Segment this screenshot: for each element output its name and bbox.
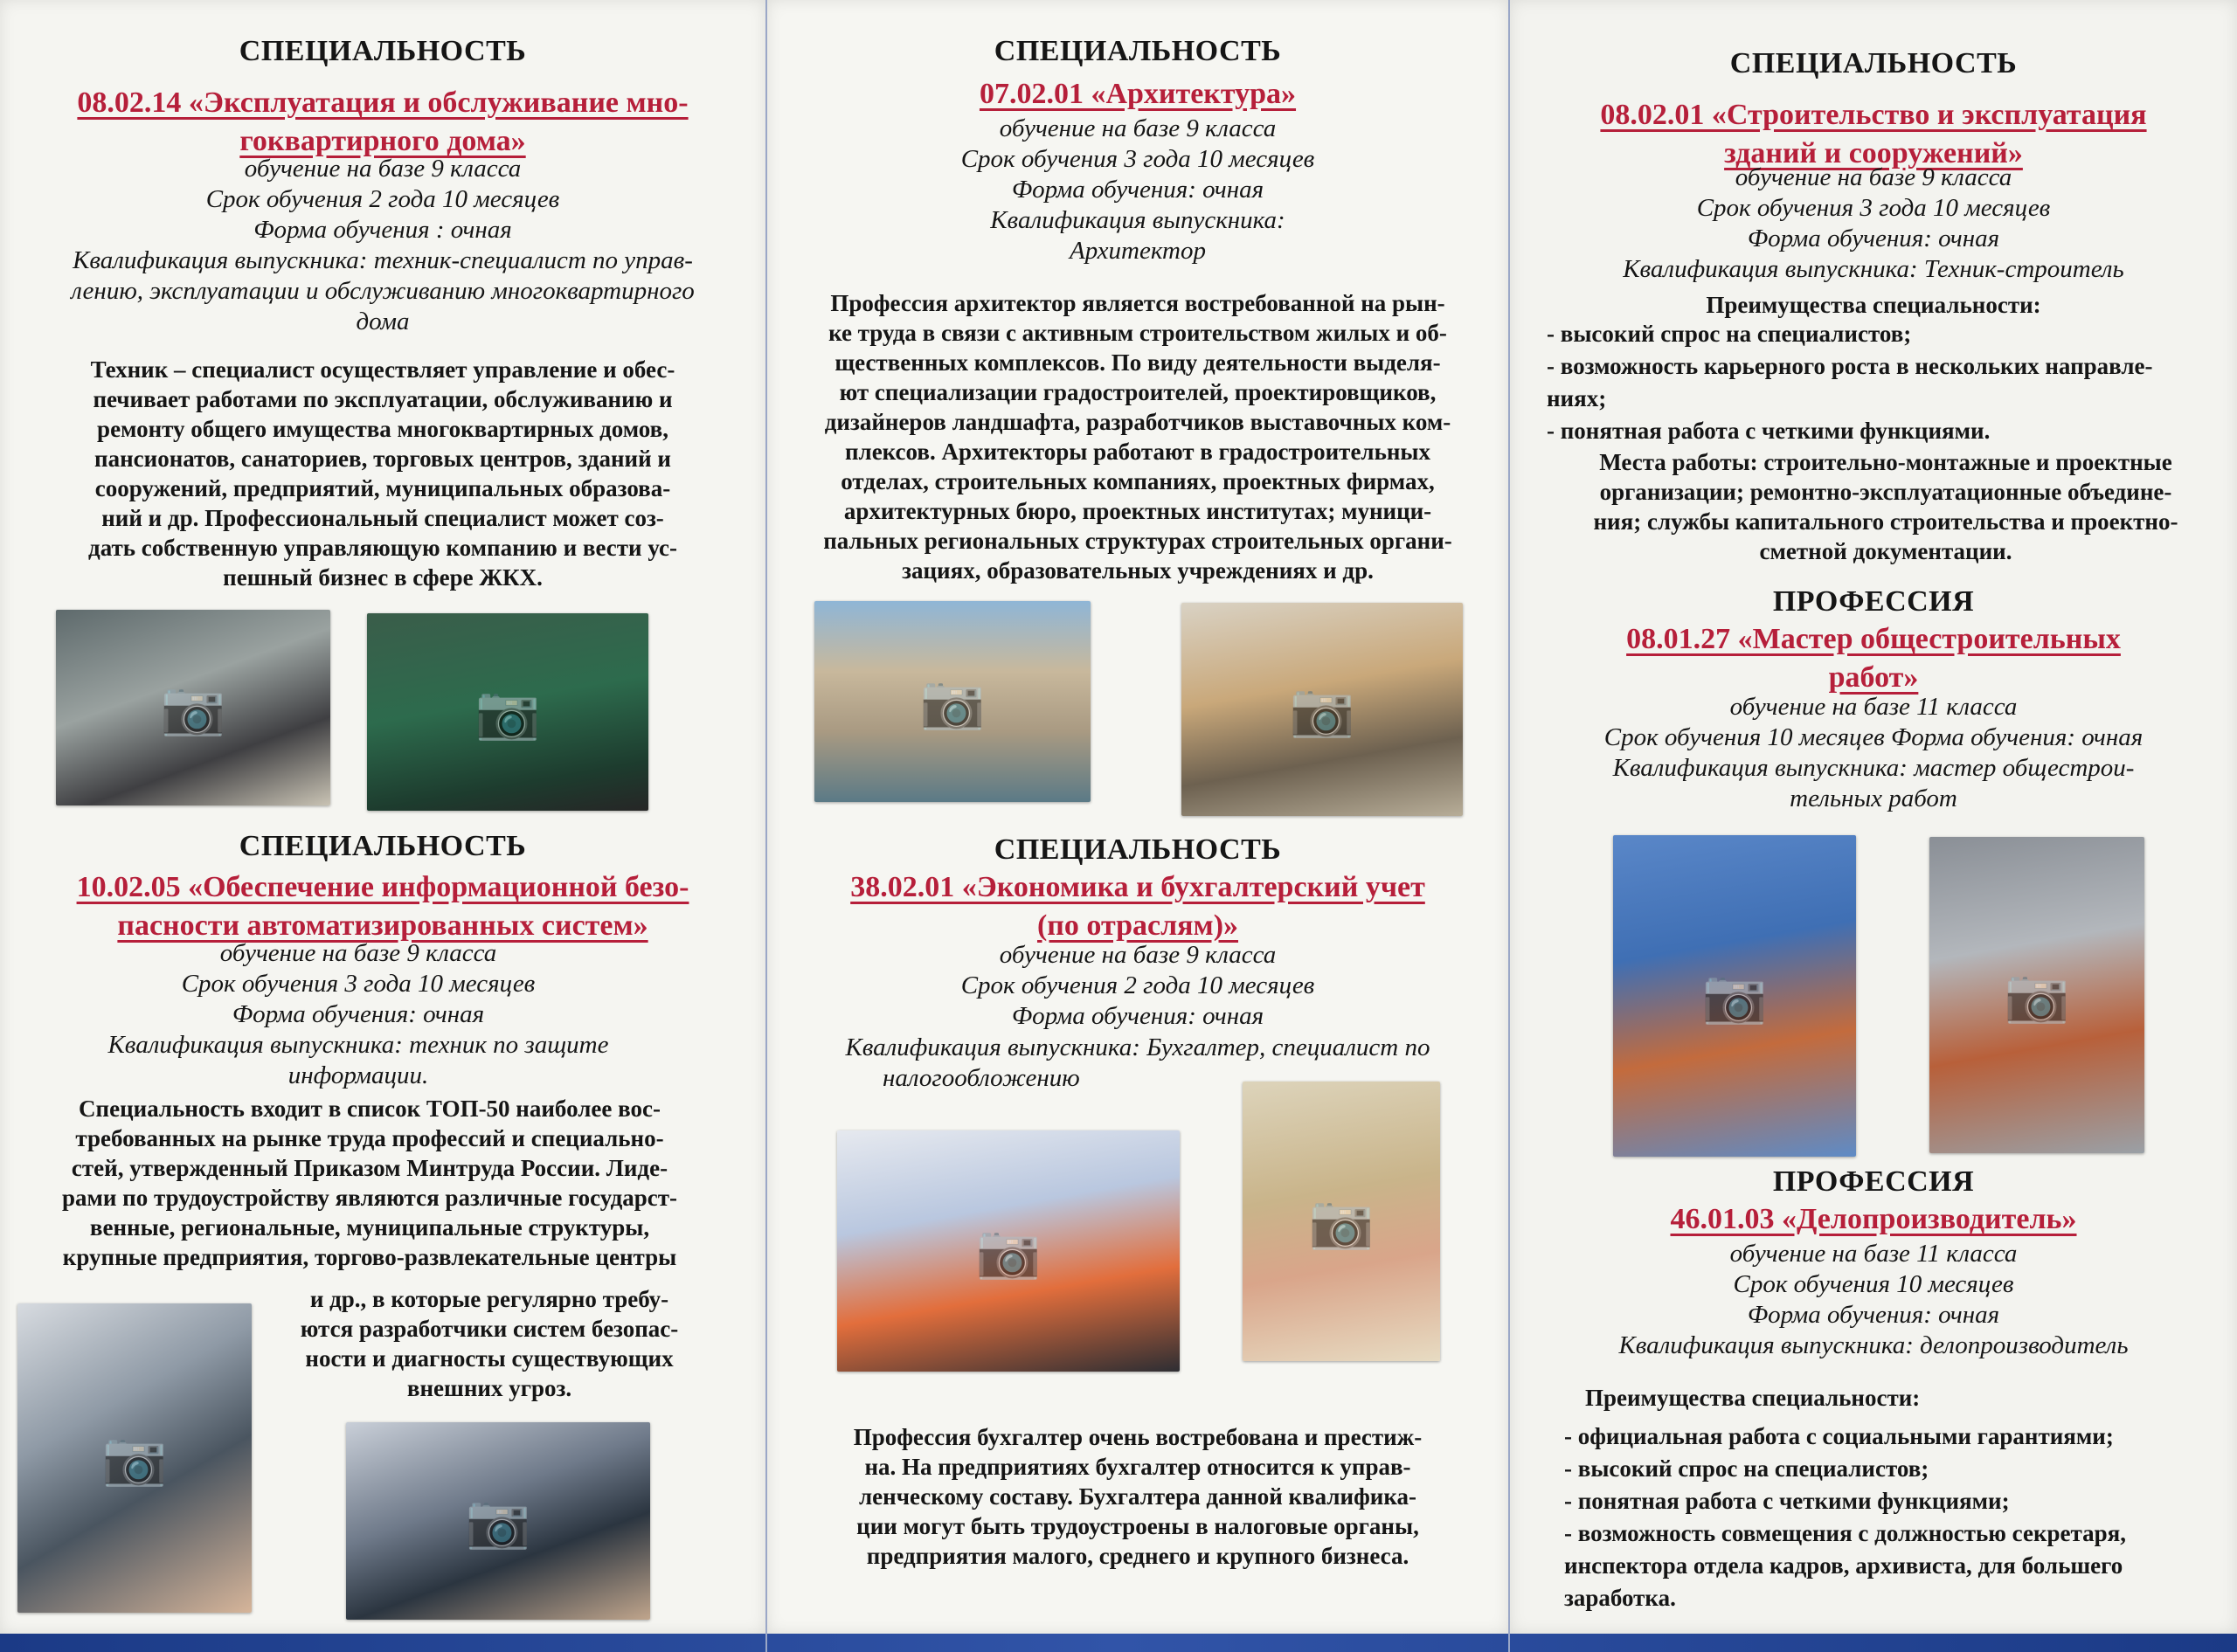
list-item: - понятная работа с четкими функциями;	[1564, 1488, 2010, 1514]
list-item: - возможность совмещения с должностью секретаря,	[1564, 1520, 2126, 1546]
description-line: на. На предприятиях бухгалтер относится к управ-	[864, 1454, 1411, 1480]
study-base: обучение на базе 11 класса	[1729, 693, 2018, 721]
study-form: Форма обучения: очная	[1011, 1002, 1264, 1030]
study-form: Форма обучения: очная	[232, 1000, 485, 1028]
description-line: Профессия бухгалтер очень востребована и престиж-	[853, 1424, 1423, 1450]
qualification-line: Квалификация выпускника: мастер общестрои-	[1612, 754, 2135, 782]
qualification-line: Квалификация выпускника: техник по защите	[107, 1031, 609, 1059]
study-info	[1510, 692, 2237, 814]
description-line: зациях, образовательных учреждениях и др.	[902, 557, 1374, 584]
list-item: - высокий спрос на специалистов;	[1547, 321, 1912, 347]
list-item: - возможность карьерного роста в нескольких направле-	[1547, 353, 2153, 379]
work-line: сметной документации.	[1759, 538, 2012, 564]
profession-title	[1510, 620, 2237, 697]
specialty-title	[1510, 96, 2237, 173]
study-info	[0, 938, 717, 1091]
study-form: Форма обучения: очная	[1747, 225, 2000, 252]
qualification-line: Квалификация выпускника: Техник-строитель	[1623, 255, 2124, 283]
description-line: ленческому составу. Бухгалтера данной квалифика-	[859, 1483, 1416, 1510]
work-places	[1545, 447, 2227, 566]
photo-computer-class	[17, 1303, 252, 1613]
description	[776, 288, 1499, 585]
list-item: заработка.	[1564, 1585, 1676, 1611]
description-line: Профессия архитектор является востребованной на рын-	[830, 290, 1445, 316]
specialty-title	[0, 84, 765, 161]
section-header: СПЕЦИАЛЬНОСТЬ	[1729, 47, 2018, 79]
specialty-title-line: 38.02.01 «Экономика и бухгалтерский учет	[850, 871, 1425, 903]
camera-icon: 📷	[1308, 1191, 1375, 1253]
profession-title: 46.01.03 «Делопроизводитель»	[1670, 1203, 2077, 1235]
study-base: обучение на базе 11 класса	[1729, 1240, 2018, 1268]
specialty-title-line: 10.02.05 «Обеспечение информационной безо-	[76, 871, 689, 903]
study-info	[767, 114, 1508, 266]
description-line: предприятия малого, среднего и крупного бизнеса.	[866, 1543, 1409, 1569]
photo-computer-lab	[346, 1422, 650, 1620]
description-line: пансионатов, санаториев, торговых центров, зданий и	[94, 446, 671, 472]
study-base: обучение на базе 9 класса	[999, 114, 1277, 142]
description-line: ют специализации градостроителей, проектировщиков,	[839, 379, 1437, 405]
camera-icon: 📷	[101, 1427, 168, 1490]
study-form: Форма обучения : очная	[253, 216, 512, 244]
description-line: крупные предприятия, торгово-развлекательные центры	[62, 1244, 677, 1270]
study-duration: Срок обучения 10 месяцев	[1733, 1270, 2014, 1298]
qualification-line: Архитектор	[1070, 237, 1206, 265]
description-line: Специальность входит в список ТОП-50 наиболее вос-	[79, 1096, 661, 1122]
qualification-line: лению, эксплуатации и обслуживанию многоквартирного	[71, 277, 695, 305]
photo-architecture-fountain	[814, 601, 1091, 802]
specialty-title-line: работ»	[1828, 661, 1919, 694]
description-line: дизайнеров ландшафта, разработчиков выставочных ком-	[824, 409, 1451, 435]
study-base: обучение на базе 9 класса	[999, 941, 1277, 969]
specialty-title-line: гоквартирного дома»	[239, 125, 526, 157]
study-base: обучение на базе 9 класса	[219, 939, 497, 967]
section-header: СПЕЦИАЛЬНОСТЬ	[239, 35, 527, 67]
camera-icon: 📷	[919, 671, 986, 733]
specialty-title-line: 08.02.01 «Строительство и эксплуатация	[1600, 99, 2147, 131]
description-line: печивает работами по эксплуатации, обслуживанию и	[93, 386, 673, 412]
study-info	[1510, 1239, 2237, 1361]
description	[26, 355, 739, 592]
camera-icon: 📷	[160, 677, 226, 739]
qualification-line: Квалификация выпускника: делопроизводитель	[1618, 1331, 2129, 1359]
qualification-line: Квалификация выпускника: Бухгалтер, специалист по	[845, 1033, 1430, 1061]
camera-icon: 📷	[474, 681, 541, 743]
panel-right	[1510, 0, 2237, 1634]
list-item: инспектора отдела кадров, архивиста, для большего	[1564, 1552, 2123, 1579]
specialty-title-line: 08.02.14 «Эксплуатация и обслуживание мно-	[77, 86, 689, 119]
study-form: Форма обучения: очная	[1747, 1301, 2000, 1329]
specialty-title-line: пасности автоматизированных систем»	[117, 909, 648, 942]
description-line: плексов. Архитекторы работают в градостроительных	[844, 439, 1430, 465]
qualification-line: Квалификация выпускника: техник-специалист по управ-	[73, 246, 693, 274]
description-line: щественных комплексов. По виду деятельности выделя-	[835, 349, 1441, 376]
study-duration: Срок обучения 2 года 10 месяцев	[205, 185, 560, 213]
specialty-title-line: 08.01.27 «Мастер общестроительных	[1626, 623, 2121, 655]
specialty-title	[767, 868, 1508, 945]
description-line: стей, утвержденный Приказом Минтруда России. Лиде-	[71, 1155, 668, 1181]
study-info	[1510, 162, 2237, 285]
panel-middle	[767, 0, 1508, 1634]
section-header: ПРОФЕССИЯ	[1772, 1165, 1975, 1198]
specialty-title	[0, 868, 765, 945]
description-line: отделах, строительных компаниях, проектных фирмах,	[841, 468, 1435, 494]
qualification-line: Квалификация выпускника:	[990, 206, 1285, 234]
photo-student-board	[367, 613, 648, 811]
work-line: ния; службы капитального строительства и проектно-	[1593, 508, 2178, 535]
study-info	[767, 940, 1508, 1032]
description-line: требованных на рынке труда профессий и специально-	[75, 1125, 664, 1151]
advantages-list	[1564, 1420, 2234, 1614]
advantages-title: Преимущества специальности:	[1585, 1385, 1921, 1411]
photo-bricklaying-1	[1613, 835, 1856, 1157]
study-base: обучение на базе 9 класса	[244, 155, 522, 183]
list-item: - понятная работа с четкими функциями.	[1547, 418, 1991, 444]
photo-students-lab	[56, 610, 330, 805]
section-header: СПЕЦИАЛЬНОСТЬ	[994, 833, 1282, 866]
specialty-title-line: (по отраслям)»	[1036, 909, 1239, 942]
qualification-line: тельных работ	[1790, 785, 1957, 812]
description-line: архитектурных бюро, проектных институтах; муници-	[843, 498, 1432, 524]
qualification-line: налогообложению	[883, 1064, 1080, 1092]
study-form: Форма обучения: очная	[1011, 176, 1264, 204]
specialty-title-line: зданий и сооружений»	[1724, 137, 2023, 169]
advantages-list	[1547, 318, 2228, 447]
list-item: - официальная работа с социальными гарантиями;	[1564, 1423, 2114, 1449]
specialty-title: 07.02.01 «Архитектура»	[979, 78, 1297, 110]
description-line: ции могут быть трудоустроены в налоговые органы,	[856, 1513, 1419, 1539]
section-header: СПЕЦИАЛЬНОСТЬ	[994, 35, 1282, 67]
photo-accounting-students	[1243, 1082, 1440, 1361]
description-line: сооружений, предприятий, муниципальных образова-	[94, 475, 671, 501]
description-line: и др., в которые регулярно требу-	[309, 1286, 669, 1312]
study-duration: Срок обучения 3 года 10 месяцев	[1696, 194, 2051, 222]
camera-icon: 📷	[975, 1220, 1042, 1282]
study-info	[0, 154, 765, 337]
photo-drawing-class	[1181, 603, 1463, 816]
camera-icon: 📷	[465, 1490, 531, 1552]
study-duration: Срок обучения 3 года 10 месяцев	[181, 970, 536, 998]
camera-icon: 📷	[2004, 964, 2070, 1026]
study-duration-form: Срок обучения 10 месяцев Форма обучения: очная	[1603, 723, 2144, 751]
list-item: ниях;	[1547, 385, 1607, 411]
description-continued	[262, 1284, 717, 1403]
camera-icon: 📷	[1701, 965, 1768, 1027]
description-line: рами по трудоустройству являются различные государст-	[61, 1185, 678, 1211]
description-line: венные, региональные, муниципальные структуры,	[89, 1214, 650, 1241]
advantages-title: Преимущества специальности:	[1706, 292, 2041, 318]
description-line: ний и др. Профессиональный специалист может соз-	[101, 505, 664, 531]
description-line: ремонту общего имущества многоквартирных домов,	[97, 416, 668, 442]
description-line: пальных региональных структурах строительных органи-	[823, 528, 1452, 554]
study-base: обучение на базе 9 класса	[1735, 163, 2012, 191]
description-line: дать собственную управляющую компанию и вести ус-	[88, 535, 677, 561]
description	[776, 1422, 1499, 1571]
description-line: Техник – специалист осуществляет управление и обес-	[90, 356, 675, 383]
section-header: СПЕЦИАЛЬНОСТЬ	[239, 830, 527, 862]
study-duration: Срок обучения 3 года 10 месяцев	[960, 145, 1315, 173]
description-line: ются разработчики систем безопас-	[300, 1316, 679, 1342]
description	[9, 1094, 731, 1272]
photo-bricklaying-2	[1929, 837, 2144, 1153]
work-line: организации; ремонтно-эксплуатационные объедине-	[1599, 479, 2172, 505]
section-header: ПРОФЕССИЯ	[1772, 585, 1975, 618]
description-line: пешный бизнес в сфере ЖКХ.	[223, 564, 543, 591]
description-line: внешних угроз.	[406, 1375, 572, 1401]
photo-accounting-class	[837, 1130, 1180, 1372]
qualification-line: дома	[356, 308, 410, 335]
work-line: Места работы: строительно-монтажные и проектные	[1599, 449, 2172, 475]
study-duration: Срок обучения 2 года 10 месяцев	[960, 971, 1315, 999]
list-item: - высокий спрос на специалистов;	[1564, 1455, 1929, 1482]
panel-left	[0, 0, 765, 1634]
camera-icon: 📷	[1289, 679, 1355, 741]
description-line: ности и диагносты существующих	[305, 1345, 674, 1372]
description-line: ке труда в связи с активным строительством жилых и об-	[828, 320, 1447, 346]
qualification-line: информации.	[287, 1061, 429, 1089]
